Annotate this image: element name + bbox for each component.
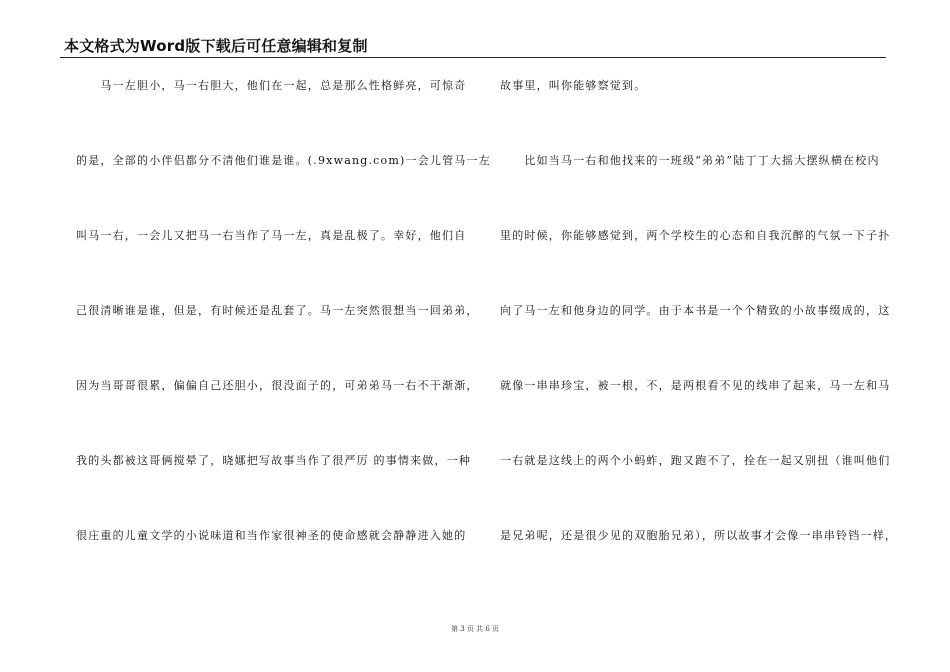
paragraph-line: 的是，全部的小伴侣都分不清他们谁是谁。(.9xwang.com)一会儿管马一左 <box>76 154 491 167</box>
paragraph-line: 因为当哥哥很累，偏偏自己还胆小，很没面子的，可弟弟马一右不干渐渐， <box>76 379 479 392</box>
paragraph-line: 马一左胆小，马一右胆大，他们在一起，总是那么性格鲜亮，可惊奇 <box>76 79 467 92</box>
paragraph-line: 就像一串串珍宝，被一根，不，是两根看不见的线串了起来，马一左和马 <box>500 379 891 392</box>
paragraph-line: 是兄弟呢，还是很少见的双胞胎兄弟），所以故事才会像一串串铃铛一样， <box>500 529 898 542</box>
page-number-footer: 第 3 页 共 6 页 <box>450 625 500 633</box>
paragraph-line: 比如当马一右和他找来的一班级“弟弟”陆丁丁大摇大摆纵横在校内 <box>500 154 880 167</box>
page-header-title: 本文格式为Word版下载后可任意编辑和复制 <box>64 37 368 55</box>
paragraph-line: 里的时候，你能够感觉到，两个学校生的心态和自我沉醉的气氛一下子扑 <box>500 229 891 242</box>
paragraph-line: 向了马一左和他身边的同学。由于本书是一个个精致的小故事缀成的，这 <box>500 304 891 317</box>
paragraph-line: 我的头都被这哥俩搅晕了，晓娜把写故事当作了很严厉 的事情来做，一种 <box>76 454 472 467</box>
paragraph-line: 己很清晰谁是谁，但是，有时候还是乱套了。马一左突然很想当一回弟弟， <box>76 304 479 317</box>
right-text-column <box>500 72 898 572</box>
left-text-column <box>76 72 491 572</box>
paragraph-line: 很庄重的儿童文学的小说味道和当作家很神圣的使命感就会静静进入她的 <box>76 529 467 542</box>
paragraph-line: 故事里，叫你能够察觉到。 <box>500 79 647 92</box>
paragraph-line: 叫马一右，一会儿又把马一右当作了马一左，真是乱极了。幸好，他们自 <box>76 229 467 242</box>
header-divider <box>60 57 886 58</box>
paragraph-line: 一右就是这线上的两个小蚂蚱，跑又跑不了，拴在一起又别扭（谁叫他们 <box>500 454 891 467</box>
